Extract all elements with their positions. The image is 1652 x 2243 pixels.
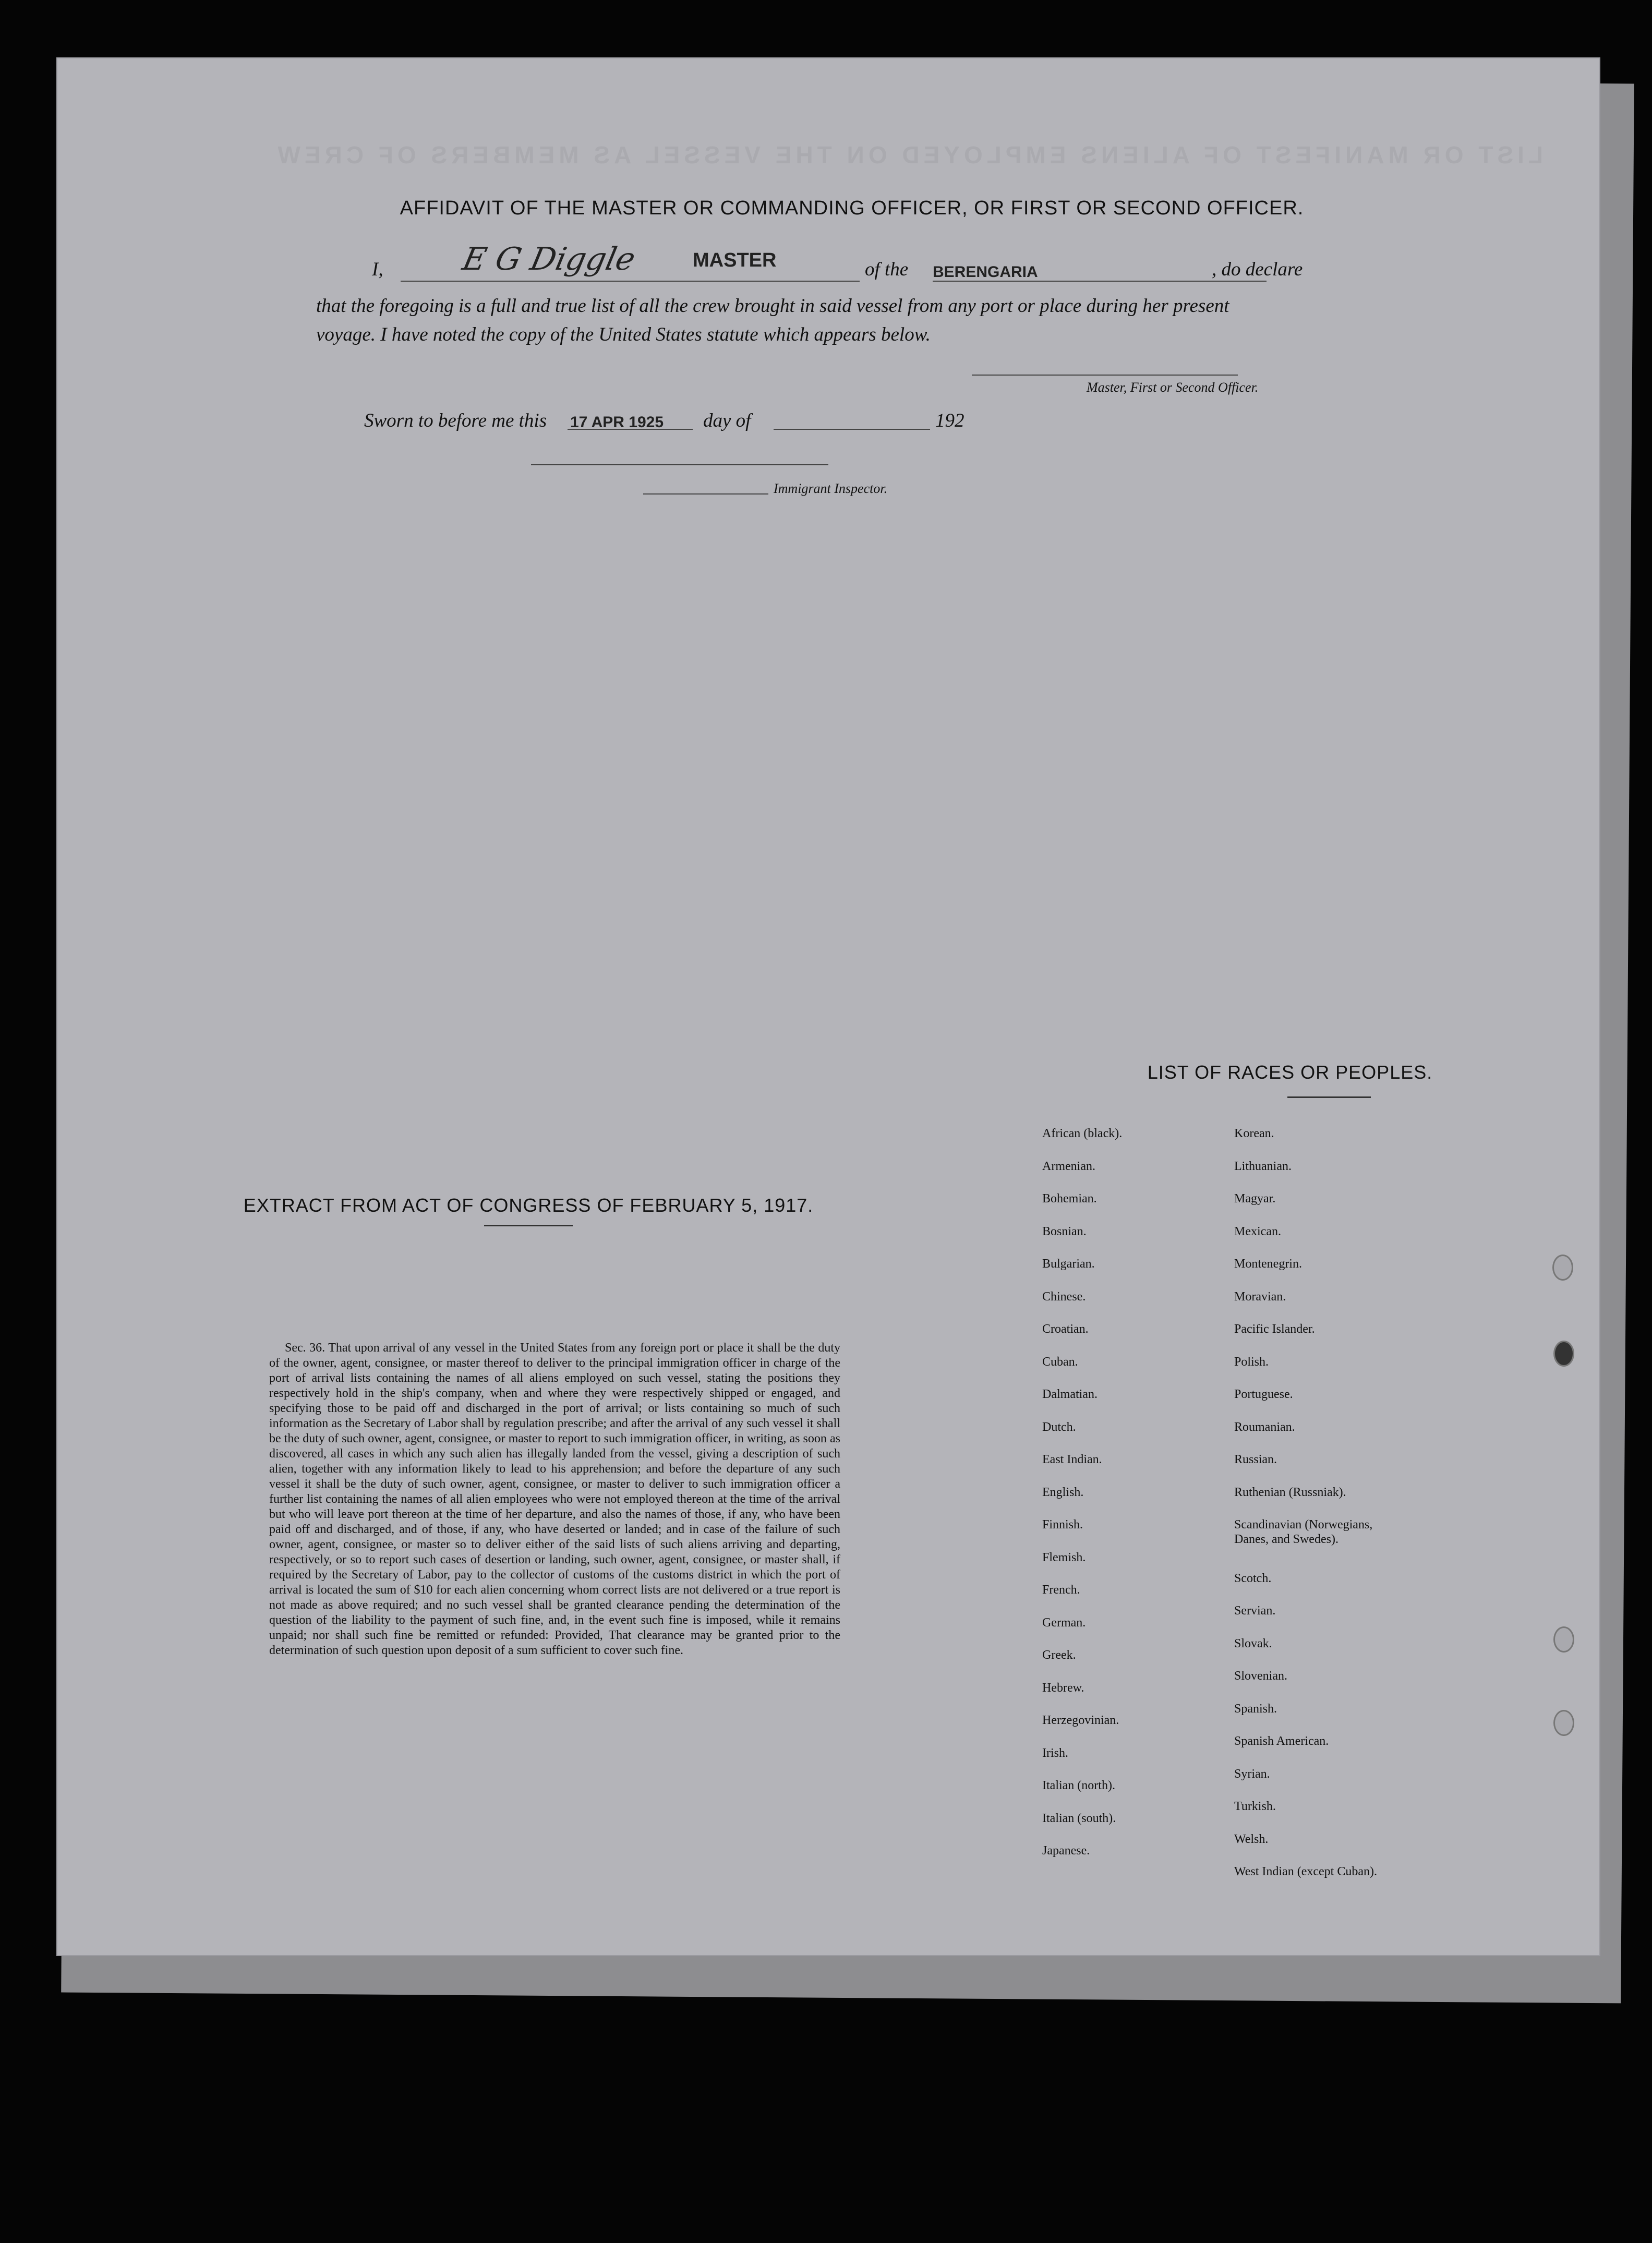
- punch-hole: [1553, 1626, 1574, 1653]
- race-item-left: Bulgarian.: [1042, 1257, 1095, 1271]
- master-signature-line: [972, 375, 1238, 376]
- vessel-stamp: BERENGARIA: [933, 263, 1038, 281]
- race-item-right: Ruthenian (Russniak).: [1234, 1485, 1346, 1499]
- day-of-text: day of: [703, 410, 751, 431]
- race-item-left: African (black).: [1042, 1127, 1123, 1140]
- do-declare-text: , do declare: [1212, 259, 1303, 280]
- race-item-right: Lithuanian.: [1234, 1159, 1292, 1173]
- race-item-right: Russian.: [1234, 1453, 1277, 1466]
- race-item-left: Dutch.: [1042, 1420, 1076, 1434]
- race-item-right: Slovak.: [1234, 1636, 1272, 1650]
- race-item-right: Servian.: [1234, 1604, 1276, 1618]
- extract-body: Sec. 36. That upon arrival of any vessel in the United States from any foreign port or place it shall be the duty of the owner, agent, consignee, or master thereof to deliver to the principal immigration officer in charge of the port of arrival lists containing the names of all aliens employed on such vessel, stating the positions they respectively hold in the ship's company, when and where they were respectively shipped or engaged, and specifying those to be paid off and discharged in the port of arrival; or lists containing so much of such information as the Secretary of Labor shall by regulation prescribe; and after the arrival of any such vessel it shall be the duty of such owner, agent, consignee, or master to report to such immigration officer, in writing, as soon as discovered, all cases in which any such alien has illegally landed from the vessel, giving a description of such alien, together with any information likely to lead to his apprehension; and before the departure of any such vessel it shall be the duty of such owner, agent, consignee, or master to deliver to such immigration officer a further list containing the names of all alien employees who were not employed thereon at the time of the arrival but who will leave port thereon at the time of her departure, and also the names of those, if any, who have been paid off and discharged, and of those, if any, who have deserted or landed; and in case of the failure of such owner, agent, consignee, or master so to deliver either of the said lists of such aliens arriving and departing, respectively, or so to report such cases of desertion or landing, such owner, agent, consignee, or master shall, if required by the Secretary of Labor, pay to the collector of customs of the customs district in which the port of arrival is located the sum of $10 for each alien concerning whom correct lists are not delivered or a true report is not made as above required; and no such vessel shall be granted clearance pending the determination of the question of the liability to the payment of such fine, and, in the event such fine is imposed, while it remains unpaid; nor shall such fine be remitted or refunded: Provided, That clearance may be granted prior to the determination of such question upon deposit of a sum sufficient to cover such fine.: [269, 1341, 840, 1657]
- race-item-left: Italian (south).: [1042, 1811, 1116, 1825]
- race-item-right: Korean.: [1234, 1127, 1274, 1140]
- bleed-through-heading: LIST OR MANIFEST OF ALIENS EMPLOYED ON THE VESSEL AS MEMBERS OF CREW: [273, 141, 1543, 168]
- date-stamp: 17 APR 1925: [570, 414, 664, 431]
- master-caption: Master, First or Second Officer.: [1087, 380, 1259, 395]
- race-item-right: Roumanian.: [1234, 1420, 1295, 1434]
- sworn-text: Sworn to before me this: [364, 410, 547, 431]
- inspector-line-2: [643, 493, 768, 495]
- of-the-text: of the: [865, 259, 909, 280]
- race-item-left: Greek.: [1042, 1648, 1076, 1662]
- race-item-left: Herzegovinian.: [1042, 1714, 1119, 1727]
- race-item-left: Japanese.: [1042, 1844, 1090, 1858]
- year-prefix: 192: [935, 410, 964, 431]
- race-item-left: Croatian.: [1042, 1322, 1089, 1336]
- race-item-right: Scotch.: [1234, 1571, 1272, 1585]
- race-item-left: Bohemian.: [1042, 1192, 1097, 1205]
- punch-hole: [1553, 1341, 1574, 1367]
- race-item-left: French.: [1042, 1583, 1080, 1597]
- race-item-left: Irish.: [1042, 1746, 1068, 1760]
- race-item-right: Magyar.: [1234, 1192, 1276, 1205]
- race-item-left: Flemish.: [1042, 1550, 1086, 1564]
- race-item-right: Portuguese.: [1234, 1388, 1293, 1401]
- race-item-right: Mexican.: [1234, 1224, 1281, 1238]
- race-item-right: Welsh.: [1234, 1832, 1269, 1846]
- manifest-page: [56, 57, 1600, 1956]
- punch-hole: [1553, 1710, 1574, 1736]
- affidavit-line-3: voyage. I have noted the copy of the United States statute which appears below.: [316, 324, 931, 345]
- races-title-underline: [1287, 1096, 1371, 1098]
- inspector-caption: Immigrant Inspector.: [774, 481, 888, 496]
- race-item-left: East Indian.: [1042, 1453, 1102, 1466]
- affidavit-title: AFFIDAVIT OF THE MASTER OR COMMANDING OFFICER, OR FIRST OR SECOND OFFICER.: [400, 197, 1304, 219]
- affidavit-pronoun: I,: [372, 259, 383, 280]
- race-item-left: Cuban.: [1042, 1355, 1078, 1369]
- extract-title-underline: [484, 1225, 573, 1226]
- race-item-left: Bosnian.: [1042, 1224, 1087, 1238]
- master-stamp: MASTER: [693, 249, 777, 271]
- master-signature: E G Diggle: [459, 241, 639, 278]
- race-item-right: West Indian (except Cuban).: [1234, 1865, 1377, 1878]
- race-item-right: Syrian.: [1234, 1767, 1270, 1781]
- race-item-right: Spanish.: [1234, 1702, 1277, 1716]
- extract-title: EXTRACT FROM ACT OF CONGRESS OF FEBRUARY 5, 1917.: [243, 1195, 814, 1216]
- race-item-right: Slovenian.: [1234, 1669, 1287, 1683]
- race-item-right: Turkish.: [1234, 1800, 1276, 1813]
- name-line: [401, 281, 860, 282]
- race-item-right: Pacific Islander.: [1234, 1322, 1315, 1336]
- race-item-left: Hebrew.: [1042, 1681, 1084, 1695]
- race-item-left: Italian (north).: [1042, 1779, 1115, 1792]
- race-item-right: Montenegrin.: [1234, 1257, 1302, 1271]
- race-item-left: German.: [1042, 1615, 1086, 1630]
- race-item-right: Spanish American.: [1234, 1734, 1329, 1748]
- month-line: [774, 429, 930, 430]
- affidavit-line-2: that the foregoing is a full and true list of all the crew brought in said vessel from any port or place during her present: [316, 295, 1229, 317]
- punch-hole: [1552, 1255, 1573, 1281]
- race-item-left: Dalmatian.: [1042, 1388, 1098, 1401]
- race-item-right: Moravian.: [1234, 1289, 1286, 1304]
- race-item-right: Danes, and Swedes).: [1234, 1533, 1339, 1546]
- race-item-right: Scandinavian (Norwegians,: [1234, 1518, 1373, 1531]
- race-item-left: Armenian.: [1042, 1159, 1095, 1173]
- races-title: LIST OF RACES OR PEOPLES.: [1147, 1062, 1433, 1083]
- race-item-right: Polish.: [1234, 1355, 1269, 1369]
- race-item-left: English.: [1042, 1485, 1084, 1499]
- race-item-left: Chinese.: [1042, 1289, 1086, 1304]
- inspector-line-1: [531, 464, 828, 465]
- race-item-left: Finnish.: [1042, 1518, 1083, 1531]
